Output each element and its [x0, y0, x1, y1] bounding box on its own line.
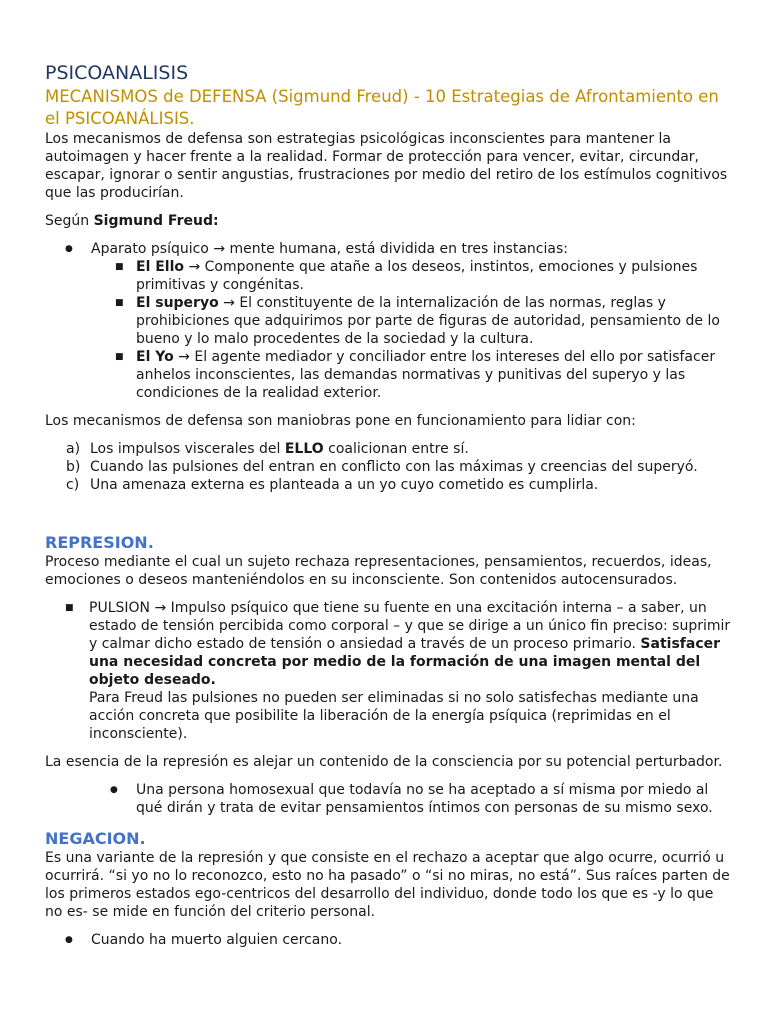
bullet-icon: ● — [110, 785, 118, 795]
list-item: ■ El Ello → Componente que atañe a los deseos, instintos, emociones y pulsiones primitivas y congénitas. — [115, 259, 698, 293]
document-title: PSICOANALISIS — [45, 62, 189, 84]
pulsion-list — [45, 599, 735, 743]
instancias-list — [45, 258, 735, 402]
square-bullet-icon: ■ — [115, 262, 124, 272]
aparato-list — [45, 240, 735, 258]
list-item: b) Cuando las pulsiones del entran en conflicto con las máximas y creencias del superyó. — [66, 459, 698, 475]
represion-example-list — [45, 781, 735, 817]
list-item: ■ El Yo → El agente mediador y conciliador entre los intereses del ello por satisfacer anhelos inconscientes, las demandas normativas y punitivas del superyo y las condiciones de la realidad exterior. — [115, 349, 716, 401]
list-item: c) Una amenaza externa es planteada a un yo cuyo cometido es cumplirla. — [66, 477, 599, 493]
list-item: ● Una persona homosexual que todavía no se ha aceptado a sí misma por miedo al qué dirán y trata de evitar pensamientos íntimos con personas de su mismo sexo. — [110, 782, 713, 816]
bullet-icon: ● — [65, 244, 73, 254]
list-item: ■ El superyo → El constituyente de la internalización de las normas, reglas y prohibiciones que adquirimos por parte de figuras de autoridad, pensamiento de lo bueno y lo malo procedentes de la sociedad y la cultura. — [115, 295, 720, 347]
square-bullet-icon: ■ — [115, 298, 124, 308]
represion-paragraph: Proceso mediante el cual un sujeto rechaza representaciones, pensamientos, recuerdos, ideas, emociones o deseos manteniéndolos en su inconsciente. Son contenidos autocensurados. — [45, 554, 712, 588]
negacion-example-list — [45, 931, 735, 949]
esencia-paragraph: La esencia de la represión es alejar un contenido de la consciencia por su potencial perturbador. — [45, 754, 723, 770]
document-page — [45, 60, 735, 949]
represion-heading: REPRESION. — [45, 533, 154, 552]
intro-paragraph: Los mecanismos de defensa son estrategias psicológicas inconscientes para mantener la autoimagen y hacer frente a la realidad. Formar de protección para vencer, evitar, circundar, escapar, ignorar o sentir angustias, frustraciones por medio del retiro de los estímulos cognitivos que las producirían. — [45, 131, 728, 201]
segun-line: Según Sigmund Freud: — [45, 213, 219, 229]
negacion-heading: NEGACION. — [45, 829, 146, 848]
negacion-paragraph: Es una variante de la represión y que consiste en el rechazo a aceptar que algo ocurre, ocurrió u ocurrirá. “si yo no lo reconozco, esto no ha pasado” o “si no miras, no está”. Sus raíces parten de los primeros estados ego-centricos del desarrollo del individuo, donde todo los que es -y lo que no es- se mide en función del criterio personal. — [45, 850, 730, 920]
list-item: ● Cuando ha muerto alguien cercano. — [65, 932, 343, 948]
maniobras-paragraph: Los mecanismos de defensa son maniobras pone en funcionamiento para lidiar con: — [45, 413, 636, 429]
document-subtitle: MECANISMOS de DEFENSA (Sigmund Freud) - 10 Estrategias de Afrontamiento en el PSICOANÁLISIS. — [45, 87, 719, 128]
list-item: a) Los impulsos viscerales del ELLO coalicionan entre sí. — [66, 441, 469, 457]
list-item: ■ PULSION → Impulso psíquico que tiene su fuente en una excitación interna – a saber, un estado de tensión percibida como corporal – y que se dirige a un único fin preciso: suprimir y calmar dicho estado de tensión o ansiedad a través de un proceso primario. Satisfacer una necesidad concreta por medio de la formación de una imagen mental del objeto deseado. Para Freud las pulsiones no pueden ser eliminadas si no solo satisfechas mediante una acción concreta que posibilite la liberación de la energía psíquica (reprimidas en el inconsciente). — [65, 600, 731, 742]
square-bullet-icon: ■ — [65, 603, 74, 613]
bullet-icon: ● — [65, 935, 73, 945]
lidiar-list — [45, 440, 735, 494]
square-bullet-icon: ■ — [115, 352, 124, 362]
list-item: ● Aparato psíquico → mente humana, está dividida en tres instancias: — [65, 241, 568, 257]
